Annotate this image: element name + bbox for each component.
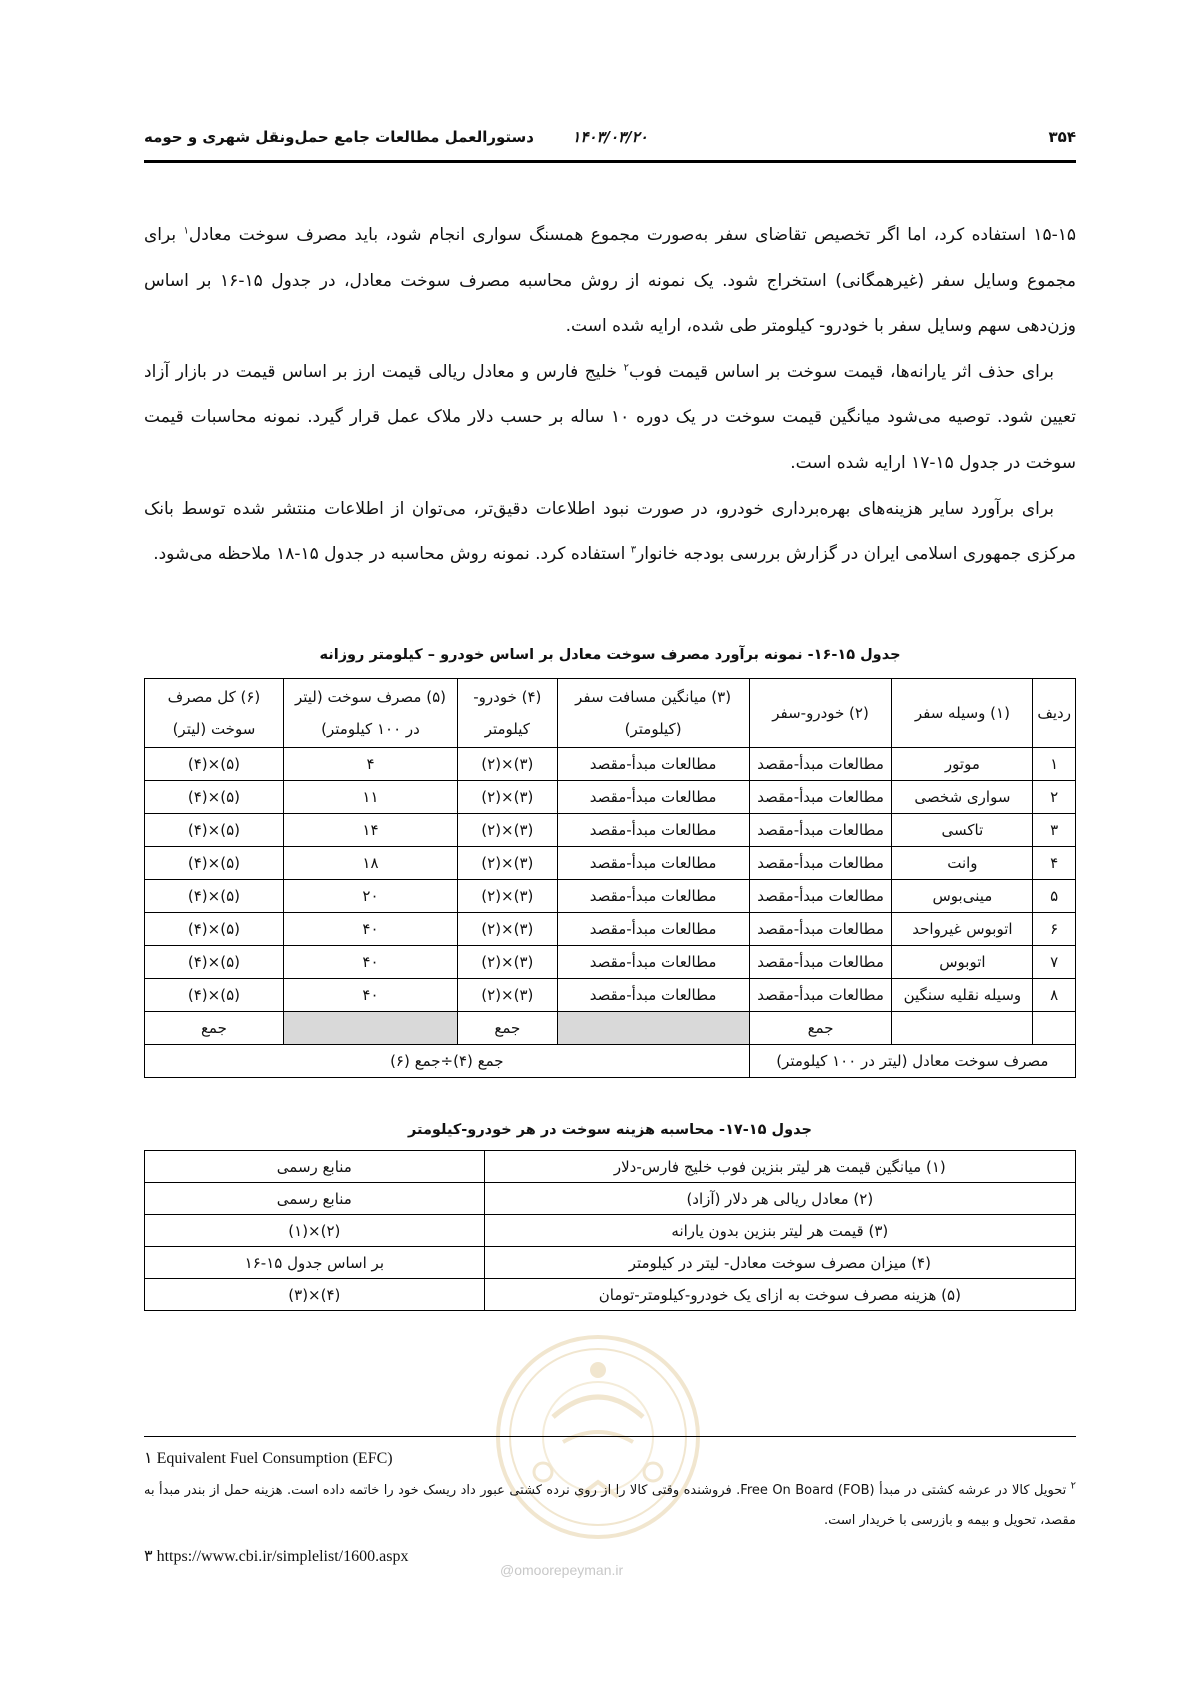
- cost-value: (۲)×(۱): [145, 1215, 485, 1247]
- row-number: ۶: [1033, 913, 1076, 946]
- row-number: ۴: [1033, 847, 1076, 880]
- row-mode: اتوبوس غیرواحد: [892, 913, 1033, 946]
- row-fuel-rate: ۱۴: [283, 814, 457, 847]
- row-vehicle-km: (۳)×(۲): [458, 913, 557, 946]
- fuel-consumption-table: [144, 678, 1076, 1078]
- paragraph-2-text: برای حذف اثر یارانه‌ها، قیمت سوخت بر اساس قیمت فوب: [628, 361, 1054, 382]
- header-row-number: ردیف: [1033, 679, 1076, 748]
- row-total-fuel: (۵)×(۴): [145, 814, 284, 847]
- header-total-fuel: [145, 679, 284, 748]
- footnote-rule: [144, 1436, 1076, 1437]
- header-fuel-rate-line1: (۵) مصرف سوخت (لیتر: [294, 688, 446, 706]
- sum-empty-cell: [892, 1012, 1033, 1045]
- footnote-2-mark: ۲: [1070, 1480, 1077, 1492]
- row-trips: مطالعات مبدأ-مقصد: [749, 946, 892, 979]
- table-row: [145, 1151, 1076, 1183]
- table-row: [145, 1215, 1076, 1247]
- sum-total-fuel: جمع: [145, 1012, 284, 1045]
- footnote-3[interactable]: ۳ https://www.cbi.ir/simplelist/1600.aspx: [144, 1548, 409, 1565]
- row-distance: مطالعات مبدأ-مقصد: [557, 880, 749, 913]
- row-mode: اتوبوس: [892, 946, 1033, 979]
- paragraph-1-rest: برای مجموع وسایل سفر (غیرهمگانی) استخراج شود. یک نمونه از روش محاسبه مصرف سوخت معادل، در جدول ۱۵-۱۶ بر اساس وزن‌دهی سهم وسایل سفر با خودرو- کیلومتر طی شده، ارایه شده است.: [144, 225, 1076, 337]
- table-row: [145, 1183, 1076, 1215]
- efc-label: مصرف سوخت معادل (لیتر در ۱۰۰ کیلومتر): [749, 1045, 1075, 1078]
- cost-value: (۴)×(۳): [145, 1279, 485, 1311]
- row-fuel-rate: ۱۸: [283, 847, 457, 880]
- row-mode: وانت: [892, 847, 1033, 880]
- cost-value: منابع رسمی: [145, 1183, 485, 1215]
- row-number: ۲: [1033, 781, 1076, 814]
- page-header: [144, 128, 1076, 154]
- table-row: [145, 946, 1076, 979]
- row-trips: مطالعات مبدأ-مقصد: [749, 880, 892, 913]
- table1-efc-row: [145, 1045, 1076, 1078]
- row-number: ۵: [1033, 880, 1076, 913]
- row-distance: مطالعات مبدأ-مقصد: [557, 913, 749, 946]
- header-rule: [144, 160, 1076, 163]
- table2-caption: جدول ۱۵-۱۷- محاسبه هزینه سوخت در هر خودرو-کیلومتر: [408, 1122, 812, 1138]
- row-vehicle-km: (۳)×(۲): [458, 781, 557, 814]
- row-mode: سواری شخصی: [892, 781, 1033, 814]
- table-row: [145, 979, 1076, 1012]
- cost-item: (۱) میانگین قیمت هر لیتر بنزین فوب خلیج فارس-دلار: [484, 1151, 1075, 1183]
- sum-trips: جمع: [749, 1012, 892, 1045]
- row-trips: مطالعات مبدأ-مقصد: [749, 913, 892, 946]
- row-vehicle-km: (۳)×(۲): [458, 880, 557, 913]
- row-number: ۱: [1033, 748, 1076, 781]
- row-trips: مطالعات مبدأ-مقصد: [749, 979, 892, 1012]
- table-row: [145, 748, 1076, 781]
- row-number: ۳: [1033, 814, 1076, 847]
- footnote-ref-1[interactable]: ۱: [183, 225, 189, 237]
- sum-empty-cell: [1033, 1012, 1076, 1045]
- paragraph-1: [144, 213, 1076, 350]
- row-vehicle-km: (۳)×(۲): [458, 946, 557, 979]
- row-mode: وسیله نقلیه سنگین: [892, 979, 1033, 1012]
- cost-value: بر اساس جدول ۱۵-۱۶: [145, 1247, 485, 1279]
- paragraph-1-text: ۱۵-۱۵ استفاده کرد، اما اگر تخصیص تقاضای سفر به‌صورت مجموع همسنگ سواری انجام شود، باید مصرف سوخت معادل: [188, 225, 1076, 245]
- page-number: ۳۵۴: [1048, 128, 1076, 146]
- paragraph-3: [144, 487, 1076, 578]
- shaded-cell: [557, 1012, 749, 1045]
- row-total-fuel: (۵)×(۴): [145, 781, 284, 814]
- table1-caption: جدول ۱۵-۱۶- نمونه برآورد مصرف سوخت معادل بر اساس خودرو – کیلومتر روزانه: [319, 647, 901, 663]
- row-trips: مطالعات مبدأ-مقصد: [749, 847, 892, 880]
- cost-item: (۴) میزان مصرف سوخت معادل- لیتر در کیلومتر: [484, 1247, 1075, 1279]
- header-mode: (۱) وسیله سفر: [892, 679, 1033, 748]
- row-distance: مطالعات مبدأ-مقصد: [557, 979, 749, 1012]
- paragraph-2: [144, 350, 1076, 487]
- row-distance: مطالعات مبدأ-مقصد: [557, 781, 749, 814]
- table-row: [145, 913, 1076, 946]
- table1-header-row: [145, 679, 1076, 748]
- header-title: دستورالعمل مطالعات جامع حمل‌ونقل شهری و حومه: [144, 128, 534, 146]
- row-fuel-rate: ۴۰: [283, 979, 457, 1012]
- cost-item: (۳) قیمت هر لیتر بنزین بدون یارانه: [484, 1215, 1075, 1247]
- row-vehicle-km: (۳)×(۲): [458, 814, 557, 847]
- sum-vehicle-km: جمع: [458, 1012, 557, 1045]
- header-distance-line2: (کیلومتر): [624, 720, 682, 738]
- fuel-cost-table: [144, 1150, 1076, 1311]
- row-total-fuel: (۵)×(۴): [145, 748, 284, 781]
- paragraph-3-rest: استفاده کرد. نمونه روش محاسبه در جدول ۱۵-۱۸ ملاحظه می‌شود.: [153, 544, 631, 565]
- row-mode: موتور: [892, 748, 1033, 781]
- header-fuel-rate-line2: در ۱۰۰ کیلومتر): [321, 720, 420, 738]
- table1-sum-row: [145, 1012, 1076, 1045]
- header-total-fuel-line2: سوخت (لیتر): [172, 720, 256, 738]
- header-vehicle-km: [458, 679, 557, 748]
- paragraph-3-text: برای برآورد سایر هزینه‌های بهره‌برداری خودرو، در صورت نبود اطلاعات دقیق‌تر، می‌توان از اطلاعات منتشر شده توسط بانک مرکزی جمهوری اسلامی ایران در گزارش بررسی بودجه خانوار: [144, 498, 1076, 565]
- row-fuel-rate: ۴۰: [283, 913, 457, 946]
- row-trips: مطالعات مبدأ-مقصد: [749, 814, 892, 847]
- cost-item: (۵) هزینه مصرف سوخت به ازای یک خودرو-کیلومتر-تومان: [484, 1279, 1075, 1311]
- row-number: ۸: [1033, 979, 1076, 1012]
- footnote-2-text: تحویل کالا در عرشه کشتی در مبدأ Free On Board (FOB). فروشنده وقتی کالا را از روی نرده کشتی عبور داد ریسک خود را خاتمه داده است. هزینه حمل از بندر مبدأ به مقصد، تحویل و بیمه و بازرسی با خریدار است.: [144, 1483, 1076, 1528]
- footnote-ref-2[interactable]: ۲: [623, 362, 629, 374]
- table-row: [145, 880, 1076, 913]
- footnote-ref-3[interactable]: ۳: [630, 544, 637, 556]
- header-distance-line1: (۳) میانگین مسافت سفر: [575, 688, 732, 706]
- row-fuel-rate: ۴۰: [283, 946, 457, 979]
- body-text: [144, 213, 1076, 578]
- row-number: ۷: [1033, 946, 1076, 979]
- cost-value: منابع رسمی: [145, 1151, 485, 1183]
- table-row: [145, 1279, 1076, 1311]
- header-fuel-rate: [283, 679, 457, 748]
- row-distance: مطالعات مبدأ-مقصد: [557, 748, 749, 781]
- header-trips: (۲) خودرو-سفر: [749, 679, 892, 748]
- row-mode: تاکسی: [892, 814, 1033, 847]
- row-vehicle-km: (۳)×(۲): [458, 748, 557, 781]
- row-vehicle-km: (۳)×(۲): [458, 847, 557, 880]
- header-date: ۱۴۰۳/۰۳/۲۰: [572, 128, 648, 146]
- row-total-fuel: (۵)×(۴): [145, 913, 284, 946]
- shaded-cell: [283, 1012, 457, 1045]
- row-mode: مینی‌بوس: [892, 880, 1033, 913]
- row-distance: مطالعات مبدأ-مقصد: [557, 946, 749, 979]
- row-total-fuel: (۵)×(۴): [145, 979, 284, 1012]
- table-row: [145, 1247, 1076, 1279]
- row-fuel-rate: ۲۰: [283, 880, 457, 913]
- row-distance: مطالعات مبدأ-مقصد: [557, 847, 749, 880]
- header-total-fuel-line1: (۶) کل مصرف: [167, 688, 261, 706]
- cost-item: (۲) معادل ریالی هر دلار (آزاد): [484, 1183, 1075, 1215]
- row-trips: مطالعات مبدأ-مقصد: [749, 781, 892, 814]
- table-row: [145, 814, 1076, 847]
- table-row: [145, 781, 1076, 814]
- table-row: [145, 847, 1076, 880]
- row-vehicle-km: (۳)×(۲): [458, 979, 557, 1012]
- footnote-1: ۱ Equivalent Fuel Consumption (EFC): [144, 1450, 393, 1467]
- efc-formula: جمع (۴)÷جمع (۶): [145, 1045, 750, 1078]
- row-total-fuel: (۵)×(۴): [145, 847, 284, 880]
- row-fuel-rate: ۱۱: [283, 781, 457, 814]
- row-distance: مطالعات مبدأ-مقصد: [557, 814, 749, 847]
- row-total-fuel: (۵)×(۴): [145, 880, 284, 913]
- row-total-fuel: (۵)×(۴): [145, 946, 284, 979]
- header-vehicle-km-line1: (۴) خودرو-: [473, 688, 542, 706]
- footnote-2: [144, 1476, 1076, 1536]
- watermark-url: @omoorepeyman.ir: [500, 1562, 624, 1578]
- header-distance: [557, 679, 749, 748]
- row-trips: مطالعات مبدأ-مقصد: [749, 748, 892, 781]
- row-fuel-rate: ۴: [283, 748, 457, 781]
- header-vehicle-km-line2: کیلومتر: [484, 720, 530, 738]
- paragraph-2-rest: خلیج فارس و معادل ریالی قیمت ارز بر اساس قیمت در بازار آزاد تعیین شود. توصیه می‌شود میانگین قیمت سوخت در یک دوره ۱۰ ساله بر حسب دلار ملاک عمل قرار گیرد. نمونه محاسبات قیمت سوخت در جدول ۱۵-۱۷ ارایه شده است.: [144, 361, 1076, 473]
